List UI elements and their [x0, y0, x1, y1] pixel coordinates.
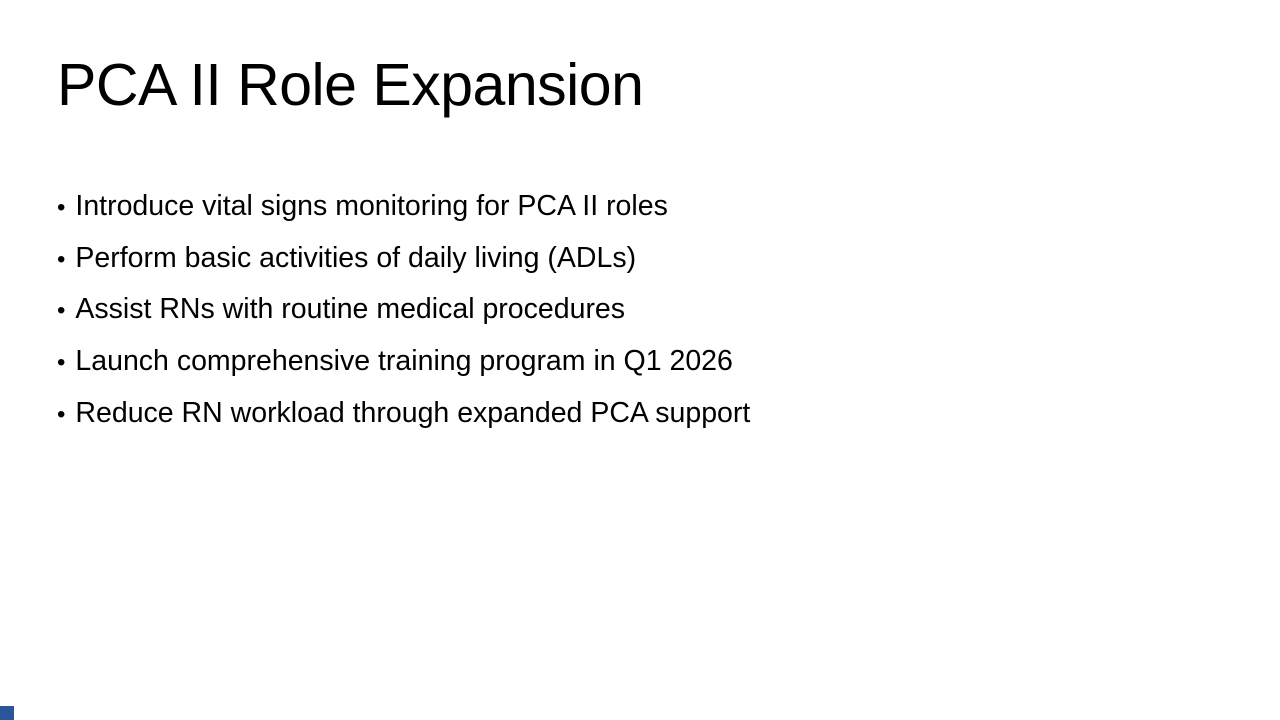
bullet-item [57, 233, 750, 285]
slide-title: PCA II Role Expansion [57, 52, 644, 118]
bullet-marker: • [57, 245, 66, 273]
bullet-item [57, 284, 750, 336]
bullet-text: Assist RNs with routine medical procedures [75, 293, 626, 326]
bullet-text: Perform basic activities of daily living (ADLs) [75, 241, 637, 274]
bullet-marker: • [57, 400, 66, 428]
bullet-list [57, 181, 750, 439]
bullet-text: Reduce RN workload through expanded PCA support [75, 396, 751, 429]
slide-accent-square [0, 706, 14, 720]
bullet-item [57, 336, 750, 388]
bullet-marker: • [57, 297, 66, 325]
bullet-item [57, 181, 750, 233]
bullet-marker: • [57, 349, 66, 377]
bullet-text: Launch comprehensive training program in Q1 2026 [75, 345, 733, 378]
bullet-item [57, 388, 750, 440]
bullet-marker: • [57, 194, 66, 221]
bullet-text: Introduce vital signs monitoring for PCA II roles [75, 190, 668, 222]
